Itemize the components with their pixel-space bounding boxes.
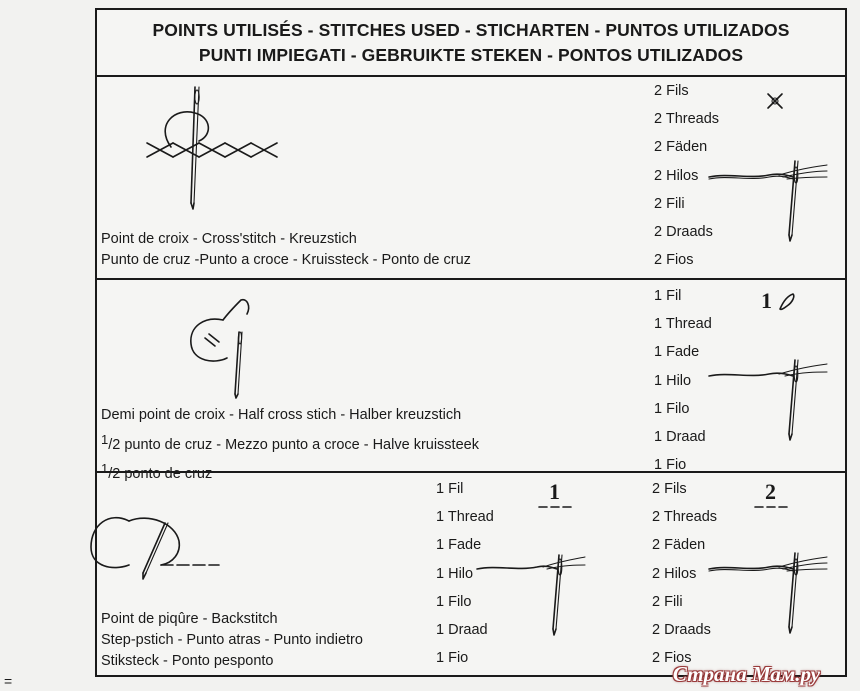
backstitch-caption	[101, 609, 363, 672]
caption-line: Point de piqûre - Backstitch	[101, 611, 278, 627]
caption-text: /2 ponto de cruz	[108, 466, 213, 482]
half-cross-symbol-number: 1	[761, 288, 772, 313]
caption-line: Stiksteck - Ponto pesponto	[101, 653, 274, 669]
thread-count-label: 1 Thread	[654, 316, 712, 333]
bottom-mark: =	[4, 673, 13, 689]
thread-count-label: 2 Draads	[652, 621, 711, 638]
backstitch-two-thread-list	[652, 475, 717, 672]
thread-count-label: 2 Fäden	[654, 139, 708, 156]
thread-count-label: 2 Fäden	[652, 537, 706, 554]
dashed-line-icon	[539, 505, 573, 509]
thread-count-label: 1 Draad	[436, 621, 488, 638]
cross-symbol-icon	[765, 91, 785, 111]
half-cross-symbol-icon	[777, 292, 797, 312]
caption-line: Step-pstich - Punto atras - Punto indietro	[101, 632, 363, 648]
thread-count-label: 2 Fili	[654, 195, 685, 212]
half-cross-thread-list	[654, 282, 712, 479]
needle-one-thread-icon	[709, 352, 829, 442]
thread-count-label: 1 Fil	[436, 481, 464, 497]
site-watermark: Страна Мам.ру	[672, 662, 820, 686]
caption-line	[101, 428, 479, 458]
thread-count-label: 2 Fili	[652, 593, 683, 610]
backstitch-row	[97, 473, 845, 676]
caption-text: /2 punto de cruz - Mezzo punto a croce - Halve kruissteek	[108, 436, 479, 453]
thread-count-label: 1 Fio	[654, 457, 687, 474]
backstitch-label-one: 1	[549, 479, 560, 504]
needle-one-thread-icon	[477, 547, 587, 637]
thread-count-label: 1 Fio	[436, 650, 469, 667]
half-cross-illustration-icon	[185, 298, 275, 398]
header-line-1: POINTS UTILISÉS - STITCHES USED - STICHARTEN - PUNTOS UTILIZADOS	[152, 19, 790, 40]
dashed-line-icon	[755, 505, 789, 509]
backstitch-label-two: 2	[765, 479, 776, 504]
table-header	[97, 10, 845, 77]
thread-count-label: 1 Draad	[654, 428, 706, 445]
caption-line: Demi point de croix - Half cross stich - Halber kreuzstich	[101, 407, 462, 423]
thread-count-label: 2 Hilos	[652, 565, 697, 582]
cross-stitch-caption	[101, 229, 471, 271]
cross-stitch-illustration-icon	[135, 85, 295, 215]
thread-count-label: 1 Filo	[654, 400, 690, 417]
thread-count-label: 1 Thread	[436, 509, 494, 526]
thread-count-label: 2 Threads	[652, 509, 718, 526]
cross-stitch-row	[97, 77, 845, 280]
header-line-2: PUNTI IMPIEGATI - GEBRUIKTE STEKEN - PONTOS UTILIZADOS	[198, 44, 744, 65]
thread-count-label: 2 Fios	[652, 650, 692, 667]
thread-count-label: 1 Filo	[436, 593, 472, 610]
needle-two-threads-icon	[709, 547, 829, 637]
thread-count-label: 1 Fade	[436, 537, 482, 554]
needle-two-threads-icon	[709, 155, 829, 245]
thread-count-label: 2 Fils	[652, 481, 687, 497]
backstitch-illustration-icon	[69, 491, 219, 591]
thread-count-label: 2 Draads	[654, 223, 713, 240]
thread-count-label: 1 Hilo	[654, 372, 692, 389]
thread-count-label: 1 Hilo	[436, 565, 474, 582]
fraction-numerator: 1	[101, 431, 109, 447]
stitch-key-table	[95, 8, 847, 677]
thread-count-label: 2 Threads	[654, 111, 720, 128]
caption-line: Point de croix - Cross'stitch - Kreuzstich	[101, 231, 357, 247]
thread-count-label: 2 Fios	[654, 252, 694, 269]
thread-count-label: 2 Fils	[654, 83, 689, 99]
thread-count-label: 2 Hilos	[654, 167, 699, 184]
fraction-numerator: 1	[101, 461, 109, 476]
thread-count-label: 1 Fade	[654, 344, 700, 361]
thread-count-label: 1 Fil	[654, 288, 682, 304]
caption-line: Punto de cruz -Punto a croce - Kruissteck - Ponto de cruz	[101, 252, 471, 268]
half-cross-stitch-row	[97, 280, 845, 482]
